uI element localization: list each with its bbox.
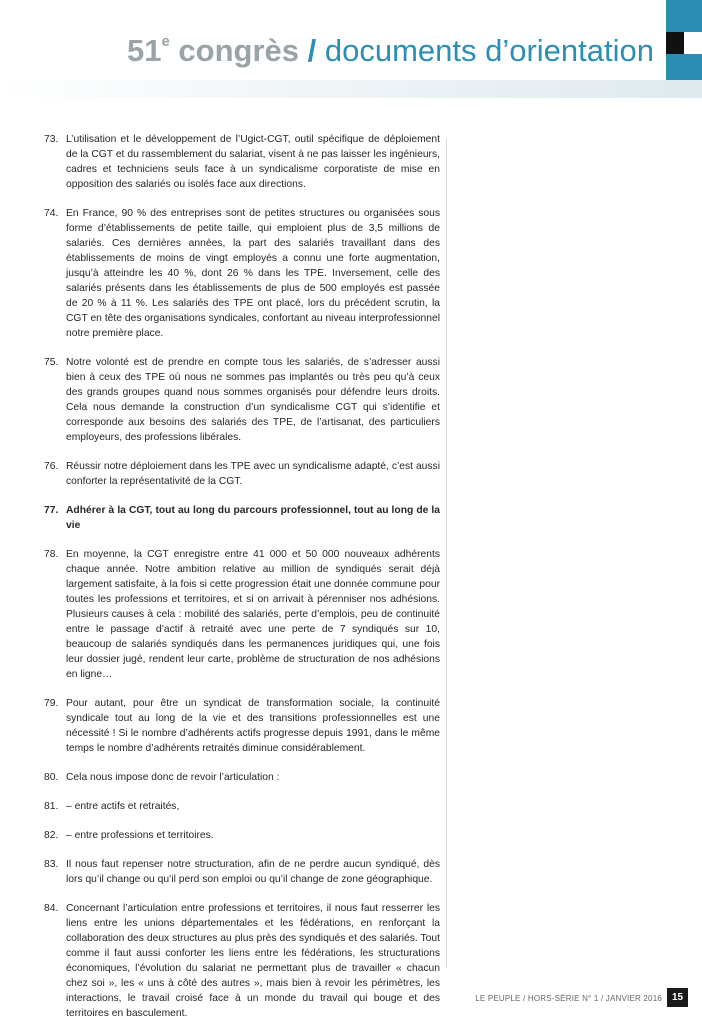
page-number: 15 (667, 988, 688, 1007)
paragraph-number: 77. (44, 505, 59, 516)
numbered-paragraph (44, 828, 440, 843)
header-band (0, 80, 702, 98)
paragraph-text: Notre volonté est de prendre en compte tous les salariés, de s’adresser aussi bien à ceux des TPE où nous ne sommes pas implantés ou très peu qu’à ceux des grands groupes quand nous sommes organisés pour défendre leurs droits. Cela nous demande la construction d’un syndicalisme CGT qui s’identifie et corresponde aux besoins des salariés des TPE, de l’artisanat, des particuliers employeurs, des professions libérales. (66, 357, 440, 443)
numbered-paragraph (44, 132, 440, 192)
numbered-paragraph (44, 547, 440, 682)
numbered-paragraph (44, 857, 440, 887)
section-heading (44, 503, 440, 533)
document-body (44, 132, 440, 1035)
paragraph-number: 79. (44, 698, 59, 709)
title-superscript: e (161, 33, 170, 50)
title-slash: / (307, 33, 317, 68)
footer-publication: LE PEUPLE / HORS-SÉRIE N° 1 / JANVIER 2016 (475, 994, 662, 1003)
corner-decoration-top (666, 0, 702, 32)
paragraph-text: – entre actifs et retraités, (66, 801, 180, 812)
paragraph-text: – entre professions et territoires. (66, 830, 214, 841)
corner-decoration-black (666, 32, 684, 54)
numbered-paragraph (44, 696, 440, 756)
page-title (127, 22, 654, 71)
paragraph-text: Concernant l’articulation entre professions et territoires, il nous faut resserrer les liens entre les unions départementales et les fédérations, en renforçant la collaboration des deux structures au plus près des syndiqués et des salariés. Tout comme il faut aussi conforter les liens entre les fédérations, les structurations économiques, l’évolution du salariat ne permettant plus de travailler « chacun chez soi », les « uns à côté des autres », mais bien à revoir les périmètres, les interactions, le travail croisé face à un monde du travail qui bouge et des territoires en basculement. (66, 903, 440, 1019)
corner-decoration-bottom (666, 54, 702, 80)
paragraph-number: 75. (44, 357, 59, 368)
title-subtitle: documents d’orientation (316, 33, 654, 68)
title-congres: congrès (169, 33, 308, 68)
numbered-paragraph (44, 355, 440, 445)
paragraph-text: Il nous faut repenser notre structuration, afin de ne perdre aucun syndiqué, dès lors qu’il change ou qu’il perd son emploi ou qu’il change de zone géographique. (66, 859, 440, 885)
paragraph-number: 78. (44, 549, 59, 560)
title-number: 51 (126, 33, 162, 68)
column-divider (446, 138, 448, 968)
paragraph-text: Réussir notre déploiement dans les TPE avec un syndicalisme adapté, c’est aussi conforter la représentativité de la CGT. (66, 461, 440, 487)
paragraph-number: 81. (44, 801, 59, 812)
numbered-paragraph (44, 206, 440, 341)
numbered-paragraph (44, 901, 440, 1021)
paragraph-text: Adhérer à la CGT, tout au long du parcours professionnel, tout au long de la vie (66, 505, 440, 531)
paragraph-number: 80. (44, 772, 59, 783)
paragraph-text: Pour autant, pour être un syndicat de transformation sociale, la continuité syndicale tout au long de la vie et des transitions professionnelles est une nécessité ! Si le nombre d’adhérents actifs progresse depuis 1991, dans le même temps le nombre d’adhérents retraités diminue considérablement. (66, 698, 440, 754)
numbered-paragraph (44, 459, 440, 489)
paragraph-number: 84. (44, 903, 59, 914)
paragraph-number: 83. (44, 859, 59, 870)
paragraph-text: En France, 90 % des entreprises sont de petites structures ou organisées sous forme d’établissements de petite taille, qui emploient plus de 3,5 millions de salariés. Ces dernières années, la part des salariés travaillant dans des établissements de moins de vingt employés a connu une forte augmentation, jusqu’à atteindre les 40 %, dont 26 % dans les TPE. Inversement, celle des salariés présents dans les établissements de plus de 500 employés est passée de 20 % à 11 %. Les salariés des TPE ont placé, lors du précédent scrutin, la CGT en tête des organisations syndicales, confortant au niveau interprofessionnel notre première place. (66, 208, 440, 339)
paragraph-number: 74. (44, 208, 59, 219)
numbered-paragraph (44, 799, 440, 814)
paragraph-text: L’utilisation et le développement de l’Ugict-CGT, outil spécifique de déploiement de la CGT et du rassemblement du salariat, visent à ne pas laisser les ingénieurs, cadres et techniciens seuls face à un syndicalisme corporatiste de mise en opposition des salariés ou isolés face aux directions. (66, 134, 440, 190)
paragraph-text: En moyenne, la CGT enregistre entre 41 000 et 50 000 nouveaux adhérents chaque année. Notre ambition relative au million de syndiqués serait déjà largement satisfaite, à la fois si cette progression était une donnée commune pour toutes les professions et territoires, et si on arrivait à pérenniser nos adhésions. Plusieurs causes à cela : mobilité des salariés, perte d’emplois, peu de continuité entre le passage d’actif à retraité avec une perte de 7 syndiqués sur 10, beaucoup de salariés syndiqués dans les permanences juridiques qui, une fois leur dossier jugé, rendent leur carte, problème de structuration de nos adhésions en ligne… (66, 549, 440, 680)
paragraph-number: 73. (44, 134, 59, 145)
numbered-paragraph (44, 770, 440, 785)
paragraph-text: Cela nous impose donc de revoir l’articulation : (66, 772, 280, 783)
paragraph-number: 82. (44, 830, 59, 841)
paragraph-number: 76. (44, 461, 59, 472)
